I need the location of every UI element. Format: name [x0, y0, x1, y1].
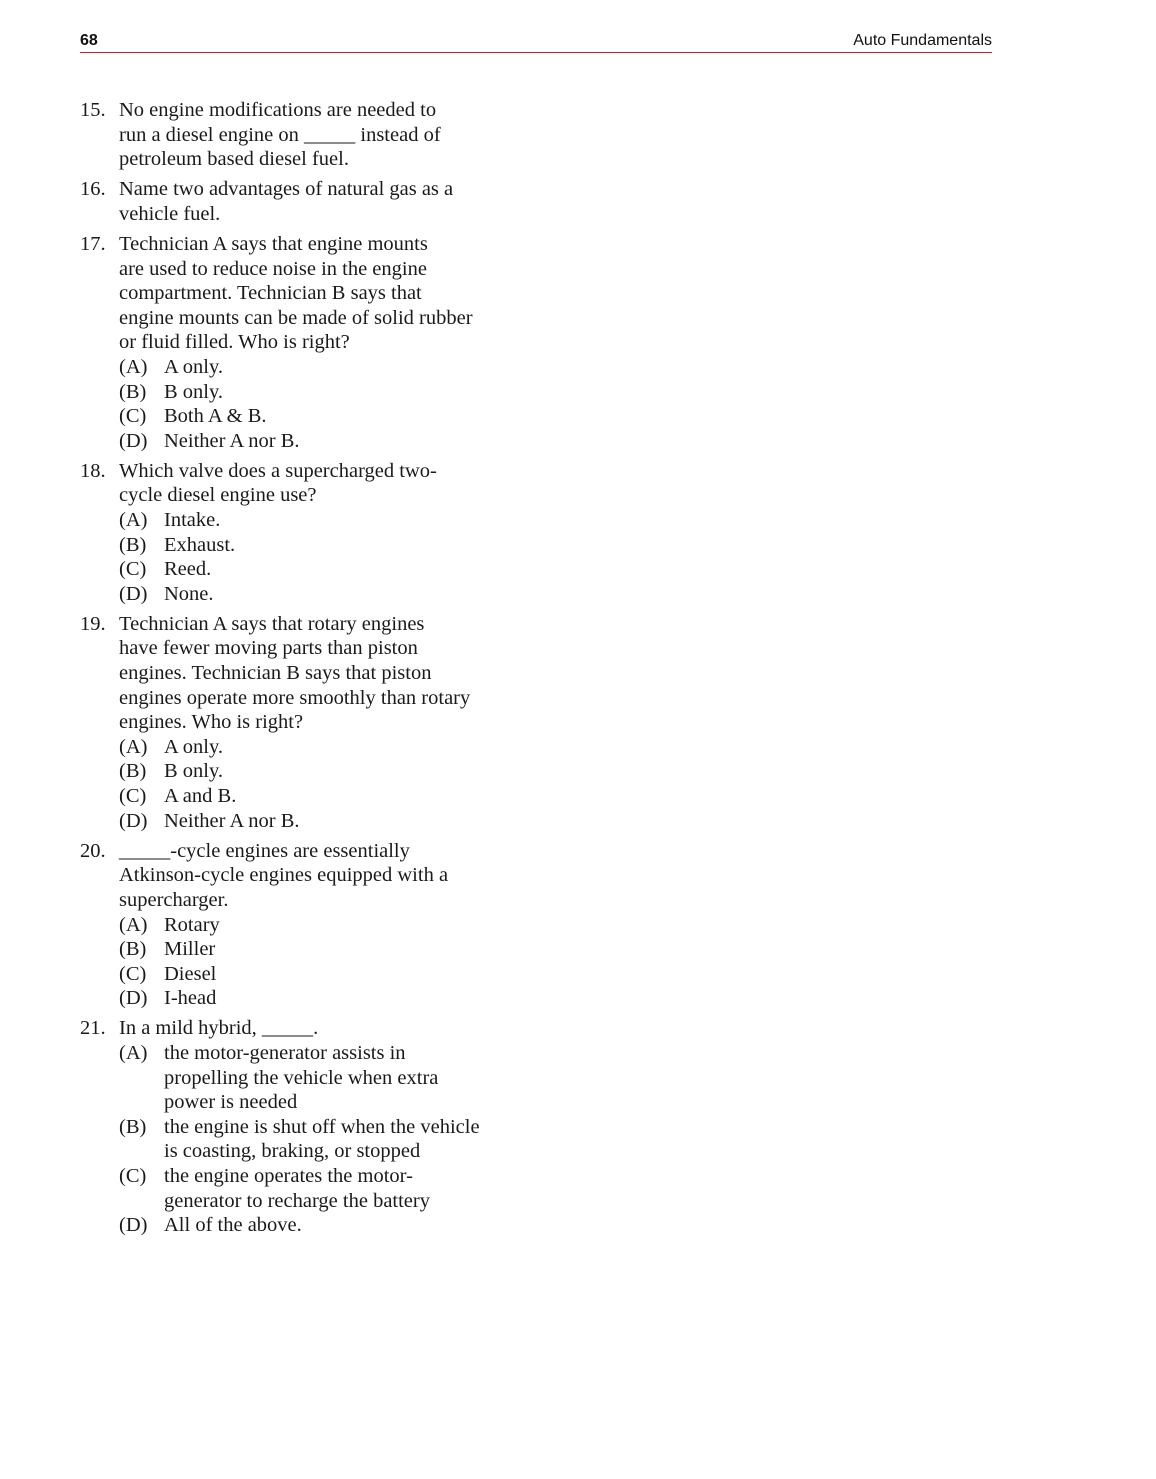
page-number: 68	[80, 32, 98, 49]
option-label: (C)	[119, 1164, 147, 1187]
option-text-line: the engine is shut off when the vehicle	[164, 1115, 480, 1138]
option-label: (A)	[119, 355, 148, 378]
answer-option	[119, 759, 520, 784]
question-text	[119, 839, 520, 913]
question-number: 15.	[80, 99, 106, 121]
question-text-line: engines. Technician B says that piston	[119, 662, 432, 685]
option-text-line: B only.	[164, 760, 224, 783]
question-text-line: Technician A says that rotary engines	[119, 612, 425, 635]
question-item	[80, 459, 520, 607]
answer-option	[119, 809, 520, 834]
option-text-line: A and B.	[164, 785, 237, 808]
option-label: (D)	[119, 809, 148, 832]
option-label: (A)	[119, 509, 148, 531]
option-text-line: All of the above.	[164, 1214, 302, 1237]
option-label: (C)	[119, 785, 147, 808]
option-text-line: Reed.	[164, 558, 212, 581]
question-text-line: Atkinson-cycle engines equipped with a	[119, 864, 449, 887]
option-label: (C)	[119, 558, 147, 581]
answer-option	[119, 557, 520, 582]
option-text-line: the engine operates the motor-	[164, 1164, 413, 1187]
option-text-line: Diesel	[164, 962, 217, 985]
option-text-line: Neither A nor B.	[164, 429, 300, 452]
option-text-line: A only.	[164, 735, 224, 758]
question-number: 18.	[80, 459, 106, 482]
question-text-line: In a mild hybrid, _____.	[119, 1017, 319, 1040]
question-text-line: engine mounts can be made of solid rubber	[119, 306, 473, 329]
question-text	[119, 98, 520, 172]
question-item	[80, 612, 520, 833]
option-text-line: Both A & B.	[164, 405, 267, 428]
option-label: (A)	[119, 1041, 148, 1064]
option-label: (C)	[119, 405, 147, 428]
option-label: (A)	[119, 735, 148, 758]
question-text-line: engines operate more smoothly than rotary	[119, 686, 471, 709]
question-text-line: Name two advantages of natural gas as a	[119, 178, 454, 201]
option-label: (D)	[119, 429, 148, 452]
option-label: (B)	[119, 760, 147, 783]
option-label: (A)	[119, 913, 148, 936]
answer-option	[119, 355, 520, 380]
answer-option	[119, 380, 520, 405]
running-title: Auto Fundamentals	[853, 32, 992, 49]
answer-option	[119, 962, 520, 987]
question-item	[80, 232, 520, 453]
option-label: (B)	[119, 938, 147, 961]
question-item	[80, 98, 520, 172]
question-number: 21.	[80, 1017, 106, 1040]
option-label: (D)	[119, 1214, 148, 1237]
question-item	[80, 1016, 520, 1237]
question-text	[119, 459, 520, 508]
question-text	[119, 612, 520, 735]
page-header	[80, 30, 992, 53]
question-text-line: compartment. Technician B says that	[119, 282, 422, 305]
question-list	[80, 98, 520, 1243]
question-number: 16.	[80, 178, 106, 201]
answer-option	[119, 1164, 520, 1213]
question-text-line: Technician A says that engine mounts	[119, 232, 428, 255]
question-text-line: _____-cycle engines are essentially	[119, 839, 410, 862]
question-text-line: or fluid filled. Who is right?	[119, 331, 350, 354]
answer-option	[119, 533, 520, 558]
option-text-line: Neither A nor B.	[164, 809, 300, 832]
answer-option	[119, 1115, 520, 1164]
answer-option	[119, 508, 520, 533]
option-text-line: A only.	[164, 355, 224, 378]
option-text-line: the motor-generator assists in	[164, 1041, 406, 1064]
option-text-line: Rotary	[164, 913, 220, 936]
question-text-line: cycle diesel engine use?	[119, 484, 317, 507]
question-number: 19.	[80, 612, 106, 635]
question-number: 20.	[80, 839, 106, 862]
question-text	[119, 1016, 520, 1041]
question-text-line: Which valve does a supercharged two-	[119, 459, 437, 482]
option-text-line: is coasting, braking, or stopped	[164, 1140, 421, 1163]
answer-option	[119, 784, 520, 809]
question-number: 17.	[80, 232, 106, 255]
option-text-line: B only.	[164, 380, 224, 403]
option-text-line: power is needed	[164, 1091, 298, 1114]
option-text-line: generator to recharge the battery	[164, 1189, 430, 1212]
option-label: (C)	[119, 962, 147, 985]
answer-option	[119, 582, 520, 607]
question-text-line: have fewer moving parts than piston	[119, 637, 418, 660]
question-item	[80, 177, 520, 226]
question-text-line: vehicle fuel.	[119, 202, 221, 225]
answer-option	[119, 404, 520, 429]
answer-option	[119, 937, 520, 962]
answer-option	[119, 986, 520, 1011]
question-text	[119, 232, 520, 355]
answer-option	[119, 913, 520, 938]
answer-option	[119, 1213, 520, 1238]
option-text-line: Intake.	[164, 509, 221, 531]
option-label: (D)	[119, 987, 148, 1010]
option-text-line: None.	[164, 582, 214, 605]
option-label: (D)	[119, 582, 148, 605]
question-text-line: are used to reduce noise in the engine	[119, 257, 427, 280]
answer-option	[119, 429, 520, 454]
question-text-line: engines. Who is right?	[119, 711, 304, 734]
answer-option	[119, 735, 520, 760]
answer-option	[119, 1041, 520, 1115]
option-label: (B)	[119, 1115, 147, 1138]
option-text-line: Miller	[164, 938, 216, 961]
question-text-line: run a diesel engine on _____ instead of	[119, 123, 441, 146]
question-text-line: petroleum based diesel fuel.	[119, 148, 349, 171]
option-label: (B)	[119, 533, 147, 556]
question-item	[80, 839, 520, 1011]
option-text-line: propelling the vehicle when extra	[164, 1066, 439, 1089]
option-label: (B)	[119, 380, 147, 403]
option-text-line: I-head	[164, 987, 217, 1010]
question-text-line: No engine modifications are needed to	[119, 99, 437, 121]
option-text-line: Exhaust.	[164, 533, 236, 556]
question-text-line: supercharger.	[119, 888, 229, 911]
question-text	[119, 177, 520, 226]
